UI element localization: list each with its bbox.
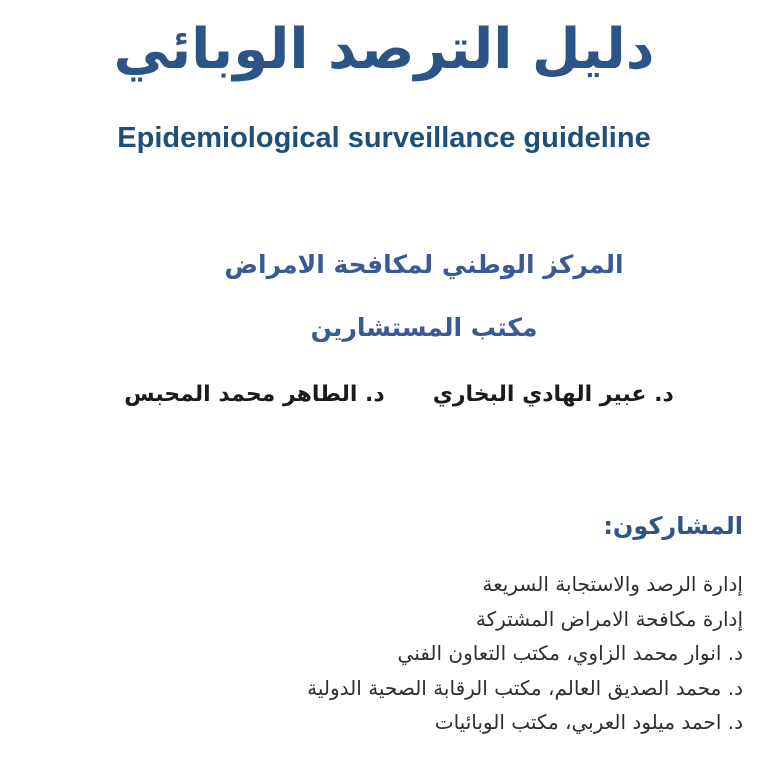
participant-item: إدارة الرصد والاستجابة السريعة [482, 572, 743, 596]
author-name-left: د. الطاهر محمد المحبس [124, 382, 385, 407]
participant-item: د. محمد الصديق العالم، مكتب الرقابة الصحية الدولية [307, 675, 743, 700]
authors-line [30, 382, 768, 407]
page-title-english: Epidemiological surveillance guideline [117, 122, 651, 154]
participant-item: إدارة مكافحة الامراض المشتركة [475, 606, 743, 631]
participant-item: د. احمد ميلود العربي، مكتب الوبائيات [434, 710, 743, 734]
participants-list [0, 567, 743, 740]
author-name-right: د. عبير الهادي البخاري [432, 382, 674, 407]
organization-center-name: المركز الوطني لمكافحة الامراض [224, 250, 624, 279]
organization-office-name: مكتب المستشارين [310, 313, 538, 342]
participant-item: د. انوار محمد الزاوي، مكتب التعاون الفني [397, 641, 743, 665]
participants-heading: المشاركون: [603, 512, 743, 540]
page-title-arabic: دليل الترصد الوبائي [113, 17, 655, 82]
